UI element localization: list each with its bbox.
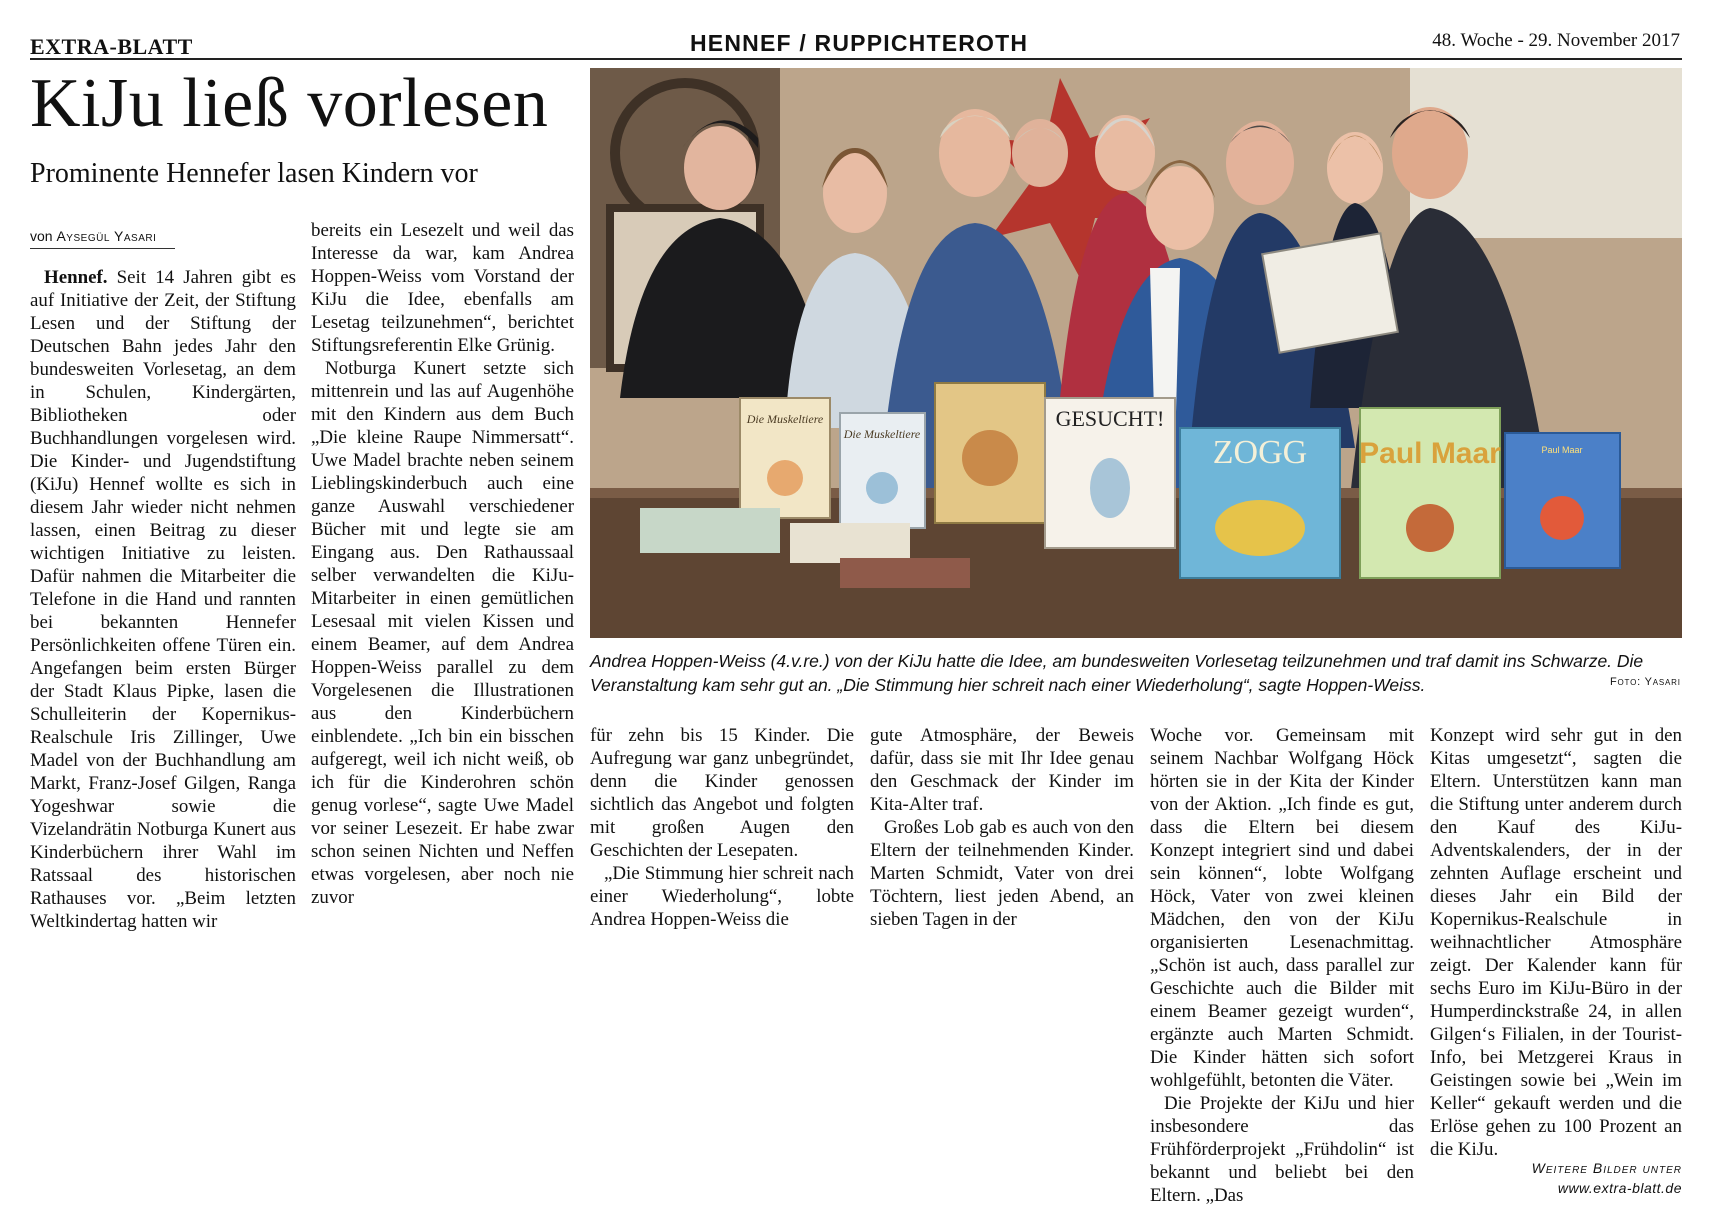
book-muskeltiere-2	[840, 413, 925, 528]
dateline: Hennef.	[44, 267, 108, 288]
issue-date: 48. Woche - 29. November 2017	[1432, 30, 1680, 51]
paragraph: für zehn bis 15 Kinder. Die Aufregung war ganz unbegründet, denn die Kinder genossen sichtlich das Angebot und folgten mit großen Augen den Geschichten der Lesepaten.	[590, 725, 854, 861]
paragraph: Woche vor. Gemeinsam mit seinem Nachbar Wolfgang Höck hörten sie in der Kita der Kinder von der Aktion. „Ich finde es gut, dass die Eltern bei diesem Konzept integriert sind und dabei sein können“, lobte Wolfgang Höck, Vater von zwei kleinen Mädchen, den von der KiJu organisierten Lesenachmittag. „Schön ist auch, dass parallel zur Geschichte auch die Bilder mit einem Beamer gezeigt wurden“, ergänzte auch Marten Schmidt. Die Kinder hätten sich sofort wohlgefühlt, betonten die Väter.	[1150, 725, 1414, 1091]
book-3	[935, 383, 1045, 523]
photo-illustration	[590, 68, 1682, 638]
advent-calendar	[1262, 233, 1398, 352]
article-column-4	[870, 724, 1134, 931]
locality-title: HENNEF / RUPPICHTEROTH	[690, 30, 1029, 56]
byline-prefix: von	[30, 228, 53, 244]
book-title-muskeltiere-2: Die Muskeltiere	[843, 427, 921, 441]
website-link[interactable]: www.extra-blatt.de	[1557, 1180, 1682, 1196]
paragraph: Großes Lob gab es auch von den Eltern der teilnehmenden Kinder. Marten Schmidt, Vater von drei Töchtern, liest jeden Abend, an sieben Tagen in der	[870, 817, 1134, 930]
page-header	[30, 28, 1680, 58]
paragraph-text: Seit 14 Jahren gibt es auf Initiative der Zeit, der Stiftung Lesen und der Stiftung der Deutschen Bahn jedes Jahr den bundesweiten Vorlesetag, an dem in Schulen, Kindergärten, Bibliotheken oder Buchhandlungen vorgelesen wird. Die Kinder- und Jugendstiftung (KiJu) Hennef wollte es sich in diesem Jahr wieder nicht nehmen lassen, einen Beitrag zu dieser wichtigen Initiative zu leisten. Dafür nahmen die Mitarbeiter die Telefone in die Hand und rannten bei bekannten Hennefer Persönlichkeiten offene Türen ein. Angefangen beim ersten Bürger der Stadt Klaus Pipke, lasen die Schulleiterin der Kopernikus-Realschule Iris Zillinger, Uwe Madel von der Buchhandlung am Markt, Franz-Josef Gilgen, Ranga Yogeshwar sowie die Vizelandrätin Notburga Kunert aus Kinderbüchern ihrer Wahl im Ratssaal des historischen Rathauses vor. „Beim letzten Weltkindertag hatten wir	[30, 267, 296, 932]
header-divider	[30, 58, 1682, 60]
more-photos-label: Weitere Bilder unter	[1531, 1160, 1682, 1176]
paragraph: Notburga Kunert setzte sich mittenrein und las auf Augenhöhe mit den Kindern aus dem Buch „Die kleine Raupe Nimmersatt“. Uwe Madel brachte neben seinem Lieblingskinderbuch auch eine ganze Auswahl verschiedener Bücher mit und legte sie am Eingang aus. Den Rathaussaal selber verwandelten die KiJu-Mitarbeiter in einen gemütlichen Lesesaal mit vielen Kissen und einem Beamer, auf dem Andrea Hoppen-Weiss parallel zu dem Vorgelesenen die Illustrationen aus den Kinderbüchern einblendete. „Ich bin ein bisschen aufgeregt, weil ich nicht weiß, ob ich für die Kinderohren schön genug vorlese“, sagte Uwe Madel vor seiner Lesezeit. Er habe zwar schon seinen Nichten und Neffen etwas vorgelesen, aber noch nie zuvor	[311, 358, 574, 908]
book-onkel-florian	[1505, 433, 1620, 568]
book-zogg	[1180, 428, 1340, 578]
paragraph: „Die Stimmung hier schreit nach einer Wiederholung“, lobte Andrea Hoppen-Weiss die	[590, 863, 854, 930]
more-photos-note	[1430, 1158, 1682, 1198]
subheadline: Prominente Hennefer lasen Kindern vor	[30, 158, 478, 189]
paragraph	[30, 266, 296, 933]
byline-author: Aysegül Yasari	[56, 228, 157, 244]
article-column-3	[590, 724, 854, 931]
photo-caption: Andrea Hoppen-Weiss (4.v.re.) von der KiJu hatte die Idee, am bundesweiten Vorlesetag teilzunehmen und traf damit ins Schwarze. Die Veranstaltung kam sehr gut an. „Die Stimmung hier schreit nach einer Wiederholung“, sagte Hoppen-Weiss.	[590, 651, 1644, 695]
book-stack-1	[640, 508, 780, 553]
article-column-1	[30, 266, 296, 933]
paragraph: bereits ein Lesezelt und weil das Interesse da war, kam Andrea Hoppen-Weiss vom Vorstand der KiJu die Idee, ebenfalls am Lesetag teilzunehmen“, berichtet Stiftungsreferentin Elke Grünig.	[311, 220, 574, 356]
byline-divider	[30, 248, 175, 249]
headline: KiJu ließ vorlesen	[30, 65, 549, 142]
book-title-muskeltiere-1: Die Muskeltiere	[746, 412, 824, 426]
article-column-6	[1430, 724, 1682, 1161]
byline	[30, 228, 156, 244]
group-photo	[590, 68, 1682, 638]
book-stack-2	[790, 523, 910, 563]
book-author-onkel-florian: Paul Maar	[1541, 445, 1583, 455]
photo-credit: Foto: Yasari	[1610, 676, 1681, 688]
article-column-5	[1150, 724, 1414, 1207]
paragraph: gute Atmosphäre, der Beweis dafür, dass sie mit Ihr Idee genau den Geschmack der Kinder im Kita-Alter traf.	[870, 725, 1134, 815]
paragraph: Die Projekte der KiJu und hier insbesondere das Frühförderprojekt „Frühdolin“ ist bekannt und beliebt bei den Eltern. „Das	[1150, 1093, 1414, 1206]
book-title-zogg: ZOGG	[1212, 434, 1308, 471]
section-name: EXTRA-BLATT	[30, 34, 193, 59]
book-title-paul-maar: Paul Maar	[1359, 437, 1501, 470]
book-paul-maar	[1359, 408, 1501, 578]
book-muskeltiere-1	[740, 398, 830, 518]
paragraph: Konzept wird sehr gut in den Kitas umgesetzt“, sagten die Eltern. Unterstützen kann man die Stiftung unter anderem durch den Kauf des KiJu-Adventskalenders, der in der zehnten Auflage erscheint und dieses Jahr ein Bild der Kopernikus-Realschule in weihnachtlicher Atmosphäre zeigt. Der Kalender kann für sechs Euro im KiJu-Büro in der Humperdinckstraße 24, in allen Gilgen‘s Filialen, in der Tourist-Info, bei Metzgerei Kraus in Geistingen sowie bei „Wein im Keller“ gekauft werden und die Erlöse gehen zu 100 Prozent an die KiJu.	[1430, 725, 1682, 1160]
book-gesucht	[1045, 398, 1175, 548]
book-title-gesucht: GESUCHT!	[1055, 406, 1165, 431]
book-stack-3	[840, 558, 970, 588]
article-column-2	[311, 219, 574, 909]
